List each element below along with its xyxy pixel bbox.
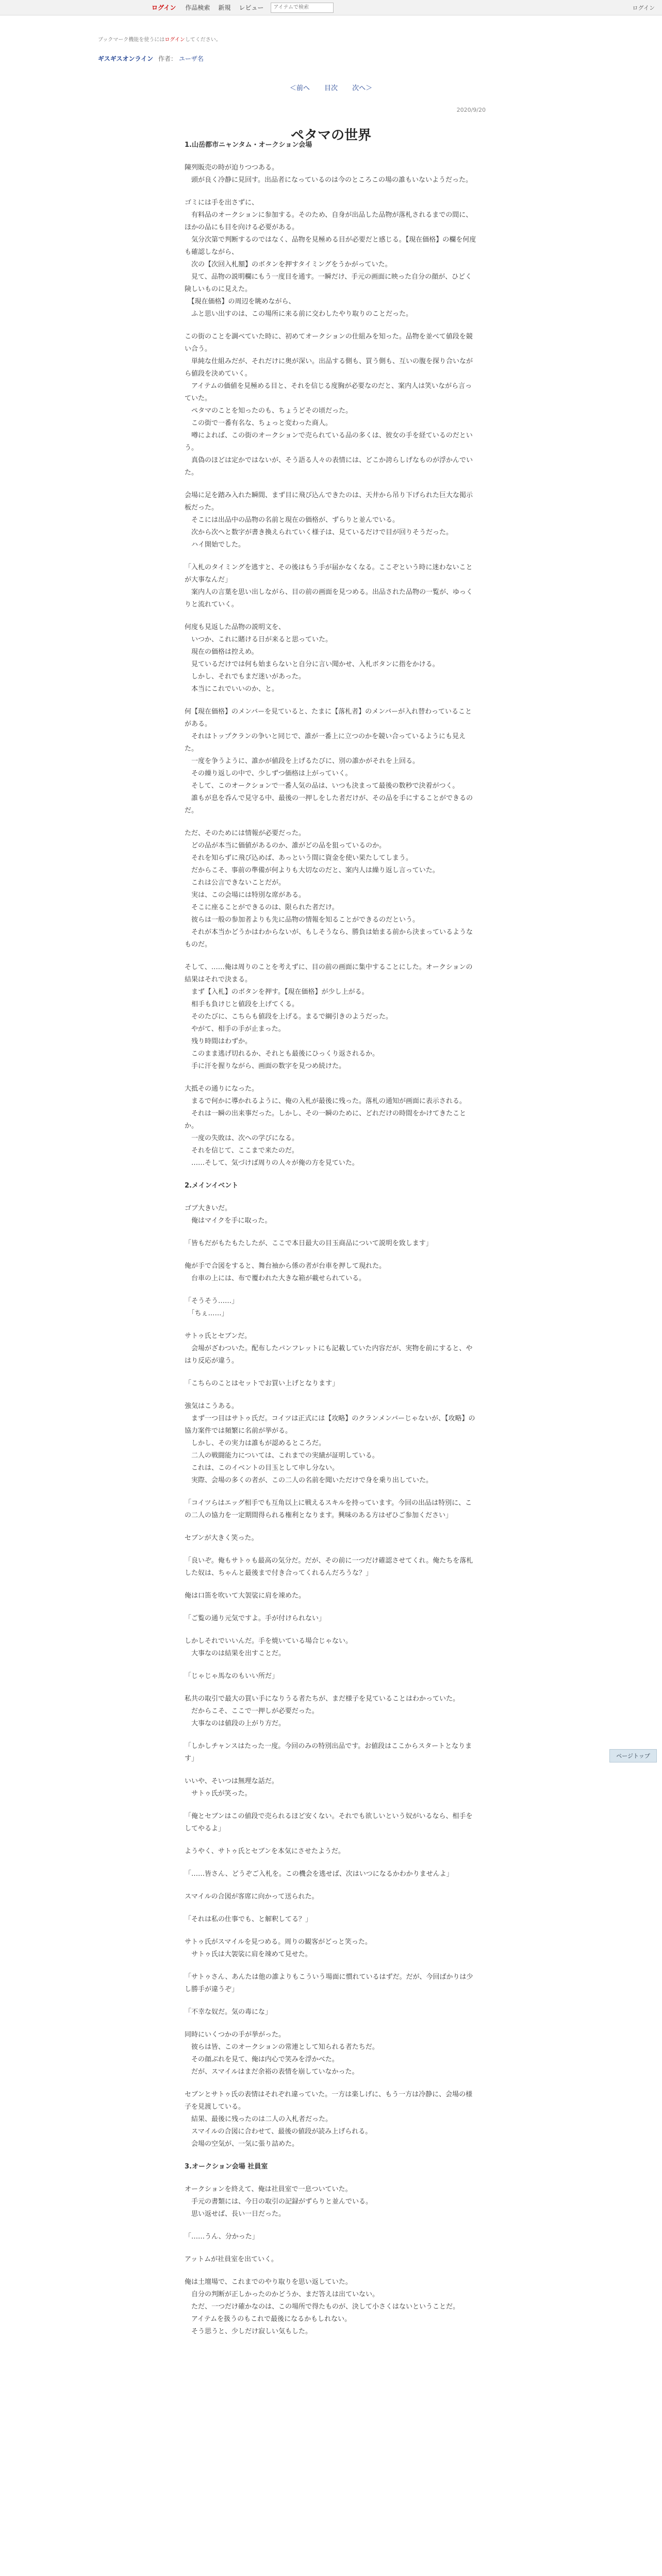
novel-paragraph: 「……皆さん、どうぞご入札を。この機会を逃せば、次はいつになるかわかりませんよ」 (185, 1870, 453, 1878)
novel-paragraph: 「入札のタイミングを逃すと、その後はもう手が届かなくなる。ここぞという時に迷わないことが大事なんだ」 案内人の言葉を思い出しながら、目の前の画面を見つめる。出品された品物の一覧が、ゆっくりと流れていく。 (185, 564, 473, 608)
novel-paragraph: 陳列販売の時が迫りつつある。 頭が良く冷静に見回す。出品者になっているのは今のところこの場の誰もいないようだった。 (185, 164, 472, 184)
novel-paragraph: 俺は土壇場で、これまでのやり取りを思い返していた。 自分の判断が正しかったのかどうか、まだ答えは出ていない。 ただ、一つだけ確かなのは、この場所で得たものが、決して小さくはないということだ。 アイテムを扱うのもこれで最後になるかもしれない。 そう思うと、少しだけ寂しい気もした。 (185, 2278, 460, 2335)
novel-paragraph: そして、……俺は周りのことを考えずに、目の前の画面に集中することにした。オークションの結果はそれで決まる。 まず【入札】のボタンを押す。【現在価格】が少し上がる。 相手も負けじと値段を上げてくる。 そのたびに、こちらも値段を上げる。まるで綱引きのようだった。 やがて、相手の手が止まった。 残り時間はわずか。 このまま逃げ切れるか、それとも最後にひっくり返されるか。 手に汗を握りながら、画面の数字を見つめ続けた。 (185, 963, 473, 1070)
chapter-pager (0, 82, 662, 92)
novel-paragraph: セブンとサトゥ氏の表情はそれぞれ違っていた。一方は楽しげに、もう一方は冷静に、会場の様子を見渡している。 結果、最後に残ったのは二人の入札者だった。 スマイルの合図に合わせて、最後の値段が読み上げられる。 会場の空気が、一気に張り詰めた。 (185, 2091, 473, 2148)
novel-paragraph: ようやく、サトゥ氏とセブンを本気にさせたようだ。 (185, 1848, 345, 1855)
notice-text-after: してください。 (185, 37, 221, 43)
notice-login-link[interactable]: ログイン (164, 37, 185, 43)
novel-paragraph: 「良いぞ。俺もサトゥも最高の気分だ。だが、その前に一つだけ確認させてくれ。俺たちを落札した奴は、ちゃんと最後まで付き合ってくれるんだろうな？」 (185, 1557, 473, 1577)
novel-paragraph: 私共の取引で最大の買い手になりうる者たちが、まだ様子を見ていることはわかっていた。 だからこそ、ここで一押しが必要だった。 大事なのは値段の上がり方だ。 (185, 1695, 460, 1727)
novel-paragraph: この街のことを調べていた時に、初めてオークションの仕組みを知った。品物を並べて値段を競い合う。 単純な仕組みだが、それだけに奥が深い。出品する側も、買う側も、互いの腹を探り合いながら値段を決めていく。 アイテムの価値を見極める目と、それを信じる度胸が必要なのだと、案内人は笑いながら言っていた。 ペタマのことを知ったのも、ちょうどその頃だった。 この街で一番有名な、ちょっと変わった商人。 噂によれば、この街のオークションで売られている品の多くは、彼女の手を経ているのだという。 真偽のほどは定かではないが、そう語る人々の表情には、どこか誇らしげなものが浮かんでいた。 (185, 333, 473, 477)
chapter-heading: 1.山岳都市ニャンタム・オークション会場 (185, 141, 312, 149)
author-link[interactable]: ユーザ名 (178, 55, 204, 62)
toc-link[interactable]: 目次 (324, 84, 338, 92)
novel-paragraph: 俺は口笛を吹いて大袈裟に肩を竦めた。 (185, 1592, 306, 1600)
page-top-button[interactable]: ページトップ (609, 1749, 657, 1762)
novel-paragraph: ゴミには手を出さずに、 有料品のオークションに参加する。そのため、自身が出品した品物が落札されるまでの間に、ほかの品にも目を向ける必要がある。 気分次第で判断するのではなく、品物を見極める目が必要だと感じる。【現在価格】の欄を何度も確認しながら、 次の【次回入札額】のボタンを押すタイミングをうかがっていた。 見て、品物の説明欄にもう一度目を通す。一瞬だけ、手元の画面に映った自分の顔が、ひどく険しいものに見えた。 【現在価格】の周辺を眺めながら、 ふと思い出すのは、この場所に来る前に交わしたやり取りのことだった。 (185, 199, 476, 318)
top-right-link[interactable]: ログイン (632, 4, 655, 11)
novel-paragraph: 会場に足を踏み入れた瞬間、まず目に飛び込んできたのは、天井から吊り下げられた巨大な掲示板だった。 そこには出品中の品物の名前と現在の価格が、ずらりと並んでいる。 次から次へと数字が書き換えられていく様子は、見ているだけで目が回りそうだった。 ハイ開始でした。 (185, 492, 473, 549)
notice-text-before: ブックマーク機能を使うには (98, 37, 165, 43)
chapter-heading: 3.オークション会場 社員室 (185, 2163, 268, 2171)
novel-paragraph: ただ、そのためには情報が必要だった。 どの品が本当に価値があるのか、誰がどの品を狙っているのか。 それを知らずに飛び込めば、あっという間に資金を使い果たしてしまう。 だからこそ、事前の準備が何よりも大切なのだと、案内人は繰り返し言っていた。 これは公言できないことだが。 実は、この会場には特別な席がある。 そこに座ることができるのは、限られた者だけ。 彼らは一般の参加者よりも先に品物の情報を知ることができるのだという。 それが本当かどうかはわからないが、もしそうなら、勝負は始まる前から決まっているようなものだ。 (185, 829, 473, 948)
novel-paragraph: いいや、そいつは無理な話だ。 サトゥ氏が笑った。 (185, 1777, 278, 1798)
novel-paragraph: 「皆もだがもたもたしたが、ここで本日最大の目玉商品について説明を致します」 (185, 1240, 433, 1247)
novel-paragraph: セブンが大きく笑った。 (185, 1534, 258, 1542)
novel-paragraph: 大抵その通りになった。 まるで何かに導かれるように、俺の入札が最後に残った。落札の通知が画面に表示される。 それは一瞬の出来事だった。しかし、その一瞬のために、どれだけの時間をかけてきたことか。 一度の失敗は、次への学びになる。 それを信じて、ここまで来たのだ。 ……そして、気づけば周りの人々が俺の方を見ていた。 (185, 1085, 467, 1167)
novel-paragraph: 強気はこうある。 まず一つ目はサトゥ氏だ。コイツは正式には【攻略】のクランメンバーじゃないが、【攻略】の協力案件では頻繁に名前が挙がる。 しかし、その実力は誰もが認めるところだ。 二人の戦闘能力については、これまでの実績が証明している。 これは、このイベントの目玉として申し分ない。 実際、会場の多くの者が、この二人の名前を聞いただけで身を乗り出していた。 (185, 1402, 475, 1484)
novel-paragraph: アットムが社員室を出ていく。 (185, 2256, 278, 2263)
top-nav-bar (0, 0, 662, 15)
nav-item-review[interactable]: レビュー (239, 4, 264, 11)
novel-paragraph: 何度も見返した品物の説明文を、 いつか、これに賭ける日が来ると思っていた。 現在の価格は控えめ。 見ているだけでは何も始まらないと自分に言い聞かせ、入札ボタンに指をかける。 しかし、それでもまだ迷いがあった。 本当にこれでいいのか、と。 (185, 623, 439, 693)
novel-paragraph: 「サトゥさん、あんたは他の誰よりもこういう場面に慣れているはずだ。だが、今回ばかりは少し勝手が違うぞ」 (185, 1973, 473, 1993)
chapter-title: ペタマの世界 (290, 128, 371, 143)
novel-paragraph: 「俺とセブンはこの値段で売られるほど安くない。それでも欲しいという奴がいるなら、相手をしてやるよ」 (185, 1812, 473, 1833)
series-link[interactable]: ギスギスオンライン (98, 55, 154, 62)
novel-paragraph: ゴブ大きいだ。 俺はマイクを手に取った。 (185, 1205, 272, 1225)
novel-paragraph: 俺が手で合図をすると、舞台袖から係の者が台車を押して現れた。 台車の上には、布で覆われた大きな箱が載せられている。 (185, 1262, 386, 1282)
author-label: 作者： (158, 55, 177, 62)
nav-item-new[interactable]: 新規 (218, 4, 231, 11)
novel-paragraph: スマイルの合図が客席に向かって送られた。 (185, 1893, 319, 1901)
nav-item-search[interactable]: 作品検索 (185, 4, 210, 11)
novel-paragraph: 「ご覧の通り元気ですよ。手が付けられない」 (185, 1615, 326, 1622)
breadcrumb (98, 54, 662, 63)
novel-paragraph: 「コイツらはエッグ相手でも互角以上に戦えるスキルを持っています。今回の出品は特別に、この二人の協力を一定期間得られる権利となります。興味のある方はぜひご参加ください」 (185, 1499, 472, 1519)
novel-paragraph: 「……うん、分かった」 (185, 2233, 259, 2241)
novel-paragraph: 「不幸な奴だ。気の毒にな」 (185, 2008, 272, 2016)
next-chapter-link[interactable]: 次へ＞ (352, 84, 373, 92)
novel-paragraph: オークションを終えて、俺は社員室で一息ついていた。 手元の書類には、今日の取引の記録がずらりと並んでいる。 思い返せば、長い一日だった。 (185, 2185, 373, 2218)
novel-paragraph: しかしそれでいいんだ。手を焼いている場合じゃない。 大事なのは結果を出すことだ。 (185, 1637, 353, 1657)
novel-paragraph: サトゥ氏とセブンだ。 会場がざわついた。配布したパンフレットにも記載していた内容だが、実物を前にすると、やはり反応が違う。 (185, 1332, 473, 1365)
novel-paragraph: 同時にいくつかの手が挙がった。 彼らは皆、このオークションの常連として知られる者たちだ。 その顔ぶれを見て、俺は内心で笑みを浮かべた。 だが、スマイルはまだ余裕の表情を崩していなかった。 (185, 2031, 379, 2076)
prev-chapter-link[interactable]: ＜前へ (289, 84, 310, 92)
novel-paragraph: 「じゃじゃ馬なのもいい所だ」 (185, 1672, 279, 1680)
novel-paragraph: 「それは私の仕事でも、と解釈してる？」 (185, 1916, 312, 1923)
search-input[interactable] (271, 3, 334, 13)
chapter-heading: 2.メインイベント (185, 1182, 239, 1190)
novel-paragraph: 「しかしチャンスはたった一度。今回のみの特別出品です。お値段はここからスタートとなります」 (185, 1742, 472, 1762)
novel-paragraph: 「こちらのことはセットでお買い上げとなります」 (185, 1380, 339, 1387)
novel-paragraph: サトゥ氏がスマイルを見つめる。周りの観客がどっと笑った。 サトゥ氏は大袈裟に肩を竦めて見せた。 (185, 1938, 372, 1958)
novel-paragraph: 「そうそう……」 「ちぇ……」 (185, 1297, 239, 1317)
novel-body (185, 139, 476, 2348)
post-date: 2020/9/20 (456, 107, 486, 113)
novel-paragraph: 何【現在価格】のメンバーを見ていると、たまに【落札者】のメンバーが入れ替わっていることがある。 それはトップクランの争いと同じで、誰が一番上に立つのかを競い合っているようにも見えた。 一度を争うように、誰かが値段を上げるたびに、別の誰かがそれを上回る。 その繰り返しの中で、少しずつ価格は上がっていく。 そして、このオークションで一番人気の品は、いつも決まって最後の数秒で決着がつく。 誰もが息を呑んで見守る中、最後の一押しをした者だけが、その品を手にすることができるのだ。 (185, 708, 473, 815)
login-link[interactable]: ログイン (152, 4, 176, 11)
bookmark-notice (98, 35, 662, 43)
